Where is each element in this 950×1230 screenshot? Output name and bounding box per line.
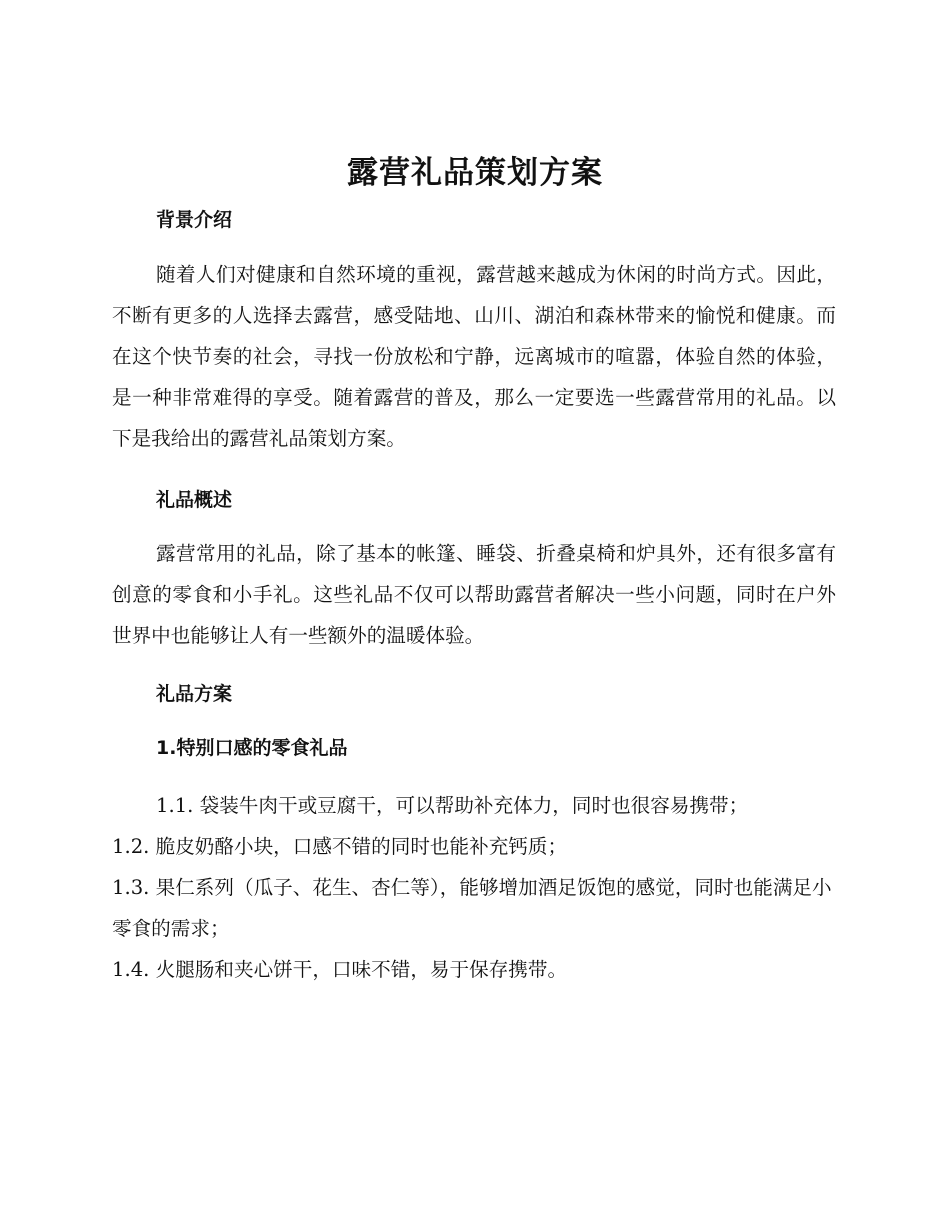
snack-gift-list <box>112 785 836 990</box>
list-item: 1.1. 袋装牛肉干或豆腐干，可以帮助补充体力，同时也很容易携带； <box>156 794 749 817</box>
list-item: 1.2. 脆皮奶酪小块，口感不错的同时也能补充钙质； <box>112 835 568 858</box>
section-heading-overview: 礼品概述 <box>156 489 233 511</box>
list-item: 1.3. 果仁系列（瓜子、花生、杏仁等），能够增加酒足饭饱的感觉，同时也能满足小零食的需求； <box>112 876 832 940</box>
section-heading-plan: 礼品方案 <box>156 683 233 705</box>
section-paragraph-overview: 露营常用的礼品，除了基本的帐篷、睡袋、折叠桌椅和炉具外，还有很多富有创意的零食和小手礼。这些礼品不仅可以帮助露营者解决一些小问题，同时在户外世界中也能够让人有一些额外的温暖体验。 <box>112 542 836 647</box>
section-paragraph-background: 随着人们对健康和自然环境的重视，露营越来越成为休闲的时尚方式。因此，不断有更多的人选择去露营，感受陆地、山川、湖泊和森林带来的愉悦和健康。而在这个快节奏的社会，寻找一份放松和宁静，远离城市的喧嚣，体验自然的体验，是一种非常难得的享受。随着露营的普及，那么一定要选一些露营常用的礼品。以下是我给出的露营礼品策划方案。 <box>112 263 836 450</box>
document-title: 露营礼品策划方案 <box>347 155 603 191</box>
section-heading-background: 背景介绍 <box>156 209 233 231</box>
subsection-heading-snacks: 1.特别口感的零食礼品 <box>156 737 348 759</box>
list-item: 1.4. 火腿肠和夹心饼干，口味不错，易于保存携带。 <box>112 958 568 981</box>
